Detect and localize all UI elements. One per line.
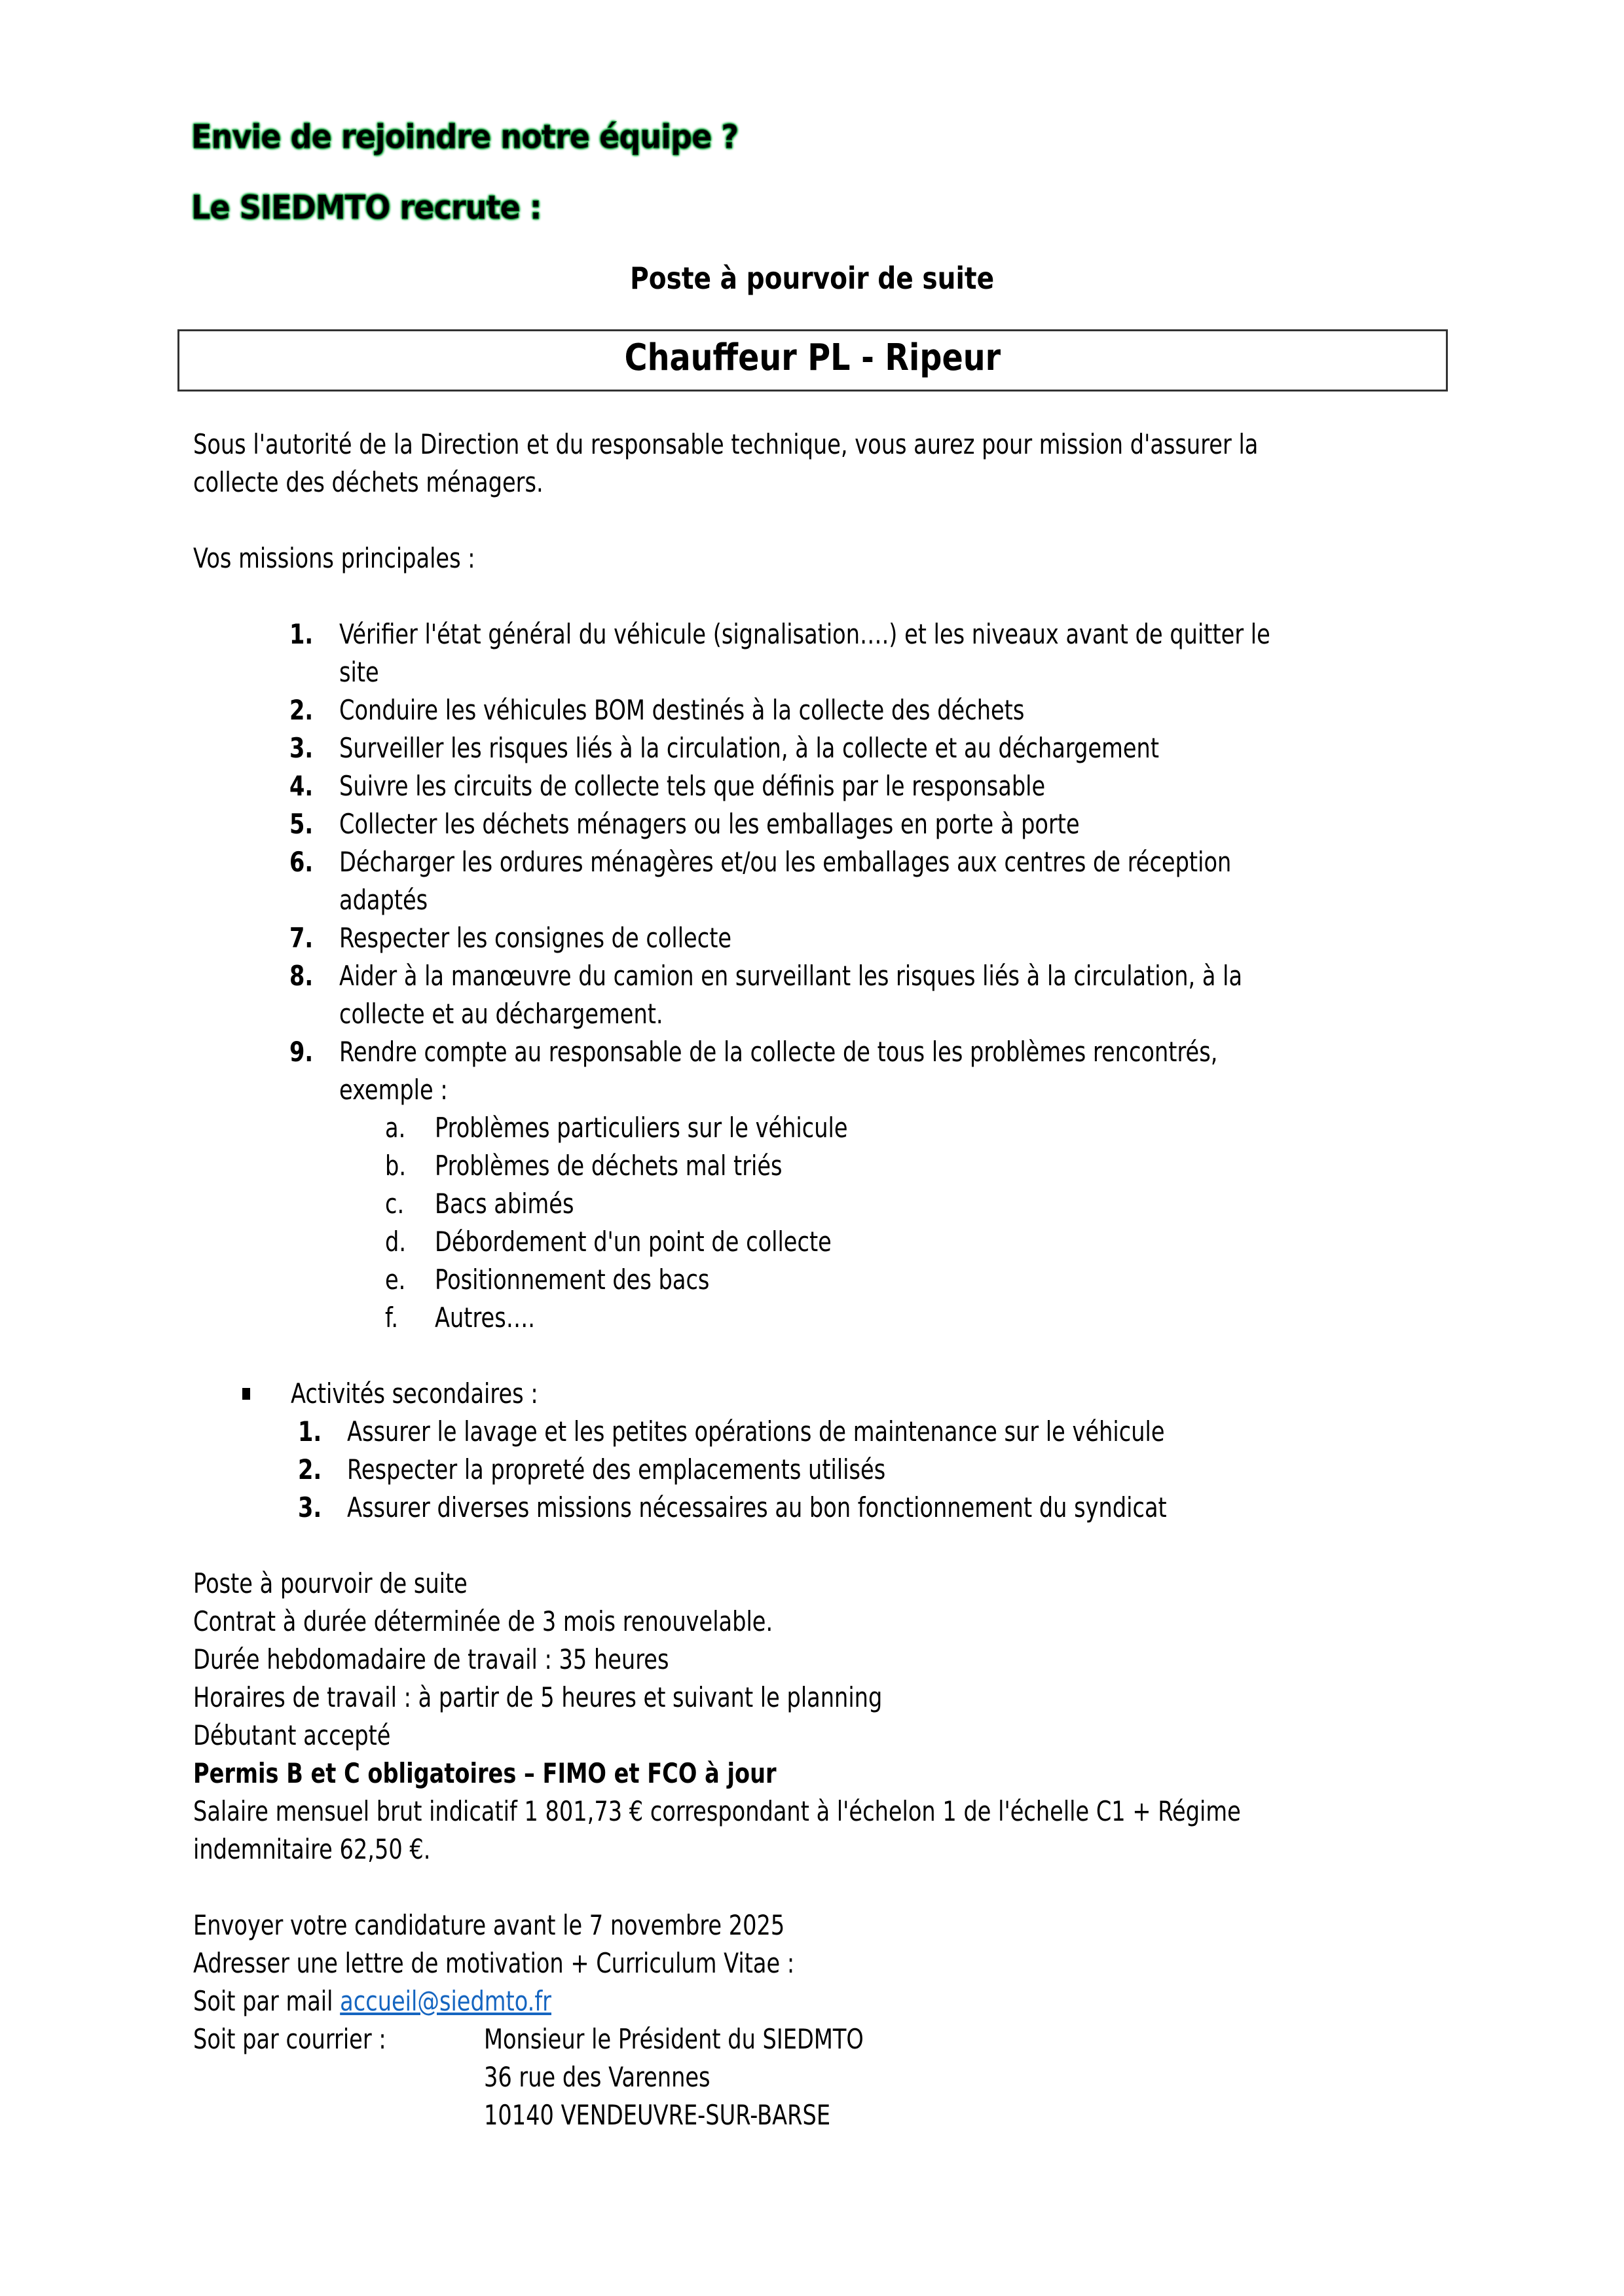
example-letter: e. bbox=[385, 1264, 406, 1296]
subtitle: Poste à pourvoir de suite bbox=[629, 261, 995, 296]
job-title: Chauffeur PL - Ripeur bbox=[624, 337, 1001, 379]
mission-number: 6. bbox=[289, 846, 314, 878]
mission-number: 9. bbox=[289, 1036, 314, 1068]
mission-text: Surveiller les risques liés à la circulation, à la collecte et au déchargement bbox=[339, 732, 1159, 764]
mission-text: Collecter les déchets ménagers ou les emballages en porte à porte bbox=[339, 808, 1080, 840]
mission-text: Décharger les ordures ménagères et/ou les emballages aux centres de réception bbox=[339, 846, 1232, 878]
mail-line bbox=[193, 1982, 551, 2020]
intro-line-2: collecte des déchets ménagers. bbox=[193, 466, 544, 498]
mission-text: Suivre les circuits de collecte tels que définis par le responsable bbox=[339, 770, 1046, 802]
mission-number: 7. bbox=[289, 922, 314, 954]
job-title-wrap bbox=[179, 337, 1446, 379]
condition-start: Poste à pourvoir de suite bbox=[193, 1567, 468, 1599]
example-letter: b. bbox=[385, 1150, 407, 1182]
condition-license: Permis B et C obligatoires – FIMO et FCO à jour bbox=[193, 1757, 777, 1789]
secondary-text: Assurer diverses missions nécessaires au bon fonctionnement du syndicat bbox=[347, 1491, 1167, 1523]
condition-contract: Contrat à durée déterminée de 3 mois renouvelable. bbox=[193, 1605, 773, 1637]
example-text: Positionnement des bacs bbox=[435, 1264, 710, 1296]
mission-number: 5. bbox=[289, 808, 314, 840]
secondary-number: 3. bbox=[298, 1491, 322, 1523]
header-line-2: Le SIEDMTO recrute : bbox=[191, 189, 542, 227]
secondary-heading: Activités secondaires : bbox=[291, 1377, 538, 1410]
example-text: Problèmes particuliers sur le véhicule bbox=[435, 1112, 848, 1144]
secondary-text: Assurer le lavage et les petites opérations de maintenance sur le véhicule bbox=[347, 1415, 1165, 1448]
mission-text: collecte et au déchargement. bbox=[339, 998, 663, 1030]
mission-text: adaptés bbox=[339, 884, 428, 916]
secondary-number: 2. bbox=[298, 1453, 322, 1485]
mail-label: Soit par mail bbox=[193, 1985, 333, 2017]
mission-text: site bbox=[339, 656, 379, 688]
example-text: Bacs abimés bbox=[435, 1188, 574, 1220]
condition-hours: Durée hebdomadaire de travail : 35 heures bbox=[193, 1643, 669, 1675]
mission-text: Respecter les consignes de collecte bbox=[339, 922, 732, 954]
mission-text: exemple : bbox=[339, 1074, 448, 1106]
address-line-2: 36 rue des Varennes bbox=[484, 2061, 710, 2093]
square-bullet-icon bbox=[242, 1388, 250, 1400]
mission-text: Rendre compte au responsable de la collecte de tous les problèmes rencontrés, bbox=[339, 1036, 1218, 1068]
example-letter: a. bbox=[385, 1112, 406, 1144]
mission-number: 3. bbox=[289, 732, 314, 764]
address-line-1: Monsieur le Président du SIEDMTO bbox=[484, 2023, 864, 2055]
condition-salary: Salaire mensuel brut indicatif 1 801,73 € correspondant à l'échelon 1 de l'échelle C1 + Régime bbox=[193, 1795, 1241, 1827]
example-letter: c. bbox=[385, 1188, 405, 1220]
email-link[interactable]: accueil@siedmto.fr bbox=[340, 1985, 551, 2017]
secondary-number: 1. bbox=[298, 1415, 322, 1448]
mission-number: 4. bbox=[289, 770, 314, 802]
example-text: Problèmes de déchets mal triés bbox=[435, 1150, 783, 1182]
mission-text: Aider à la manœuvre du camion en surveillant les risques liés à la circulation, à la bbox=[339, 960, 1243, 992]
mission-number: 1. bbox=[289, 618, 314, 650]
mission-text: Vérifier l'état général du véhicule (signalisation….) et les niveaux avant de quitter le bbox=[339, 618, 1270, 650]
mission-number: 2. bbox=[289, 694, 314, 726]
example-letter: d. bbox=[385, 1226, 407, 1258]
header-line-1: Envie de rejoindre notre équipe ? bbox=[191, 118, 739, 156]
intro-line-1: Sous l'autorité de la Direction et du responsable technique, vous aurez pour mission d'assurer la bbox=[193, 428, 1259, 460]
post-label: Soit par courrier : bbox=[193, 2023, 386, 2055]
condition-schedule: Horaires de travail : à partir de 5 heures et suivant le planning bbox=[193, 1681, 883, 1713]
condition-salary-cont: indemnitaire 62,50 €. bbox=[193, 1833, 431, 1865]
application-documents: Adresser une lettre de motivation + Curriculum Vitae : bbox=[193, 1947, 795, 1979]
example-letter: f. bbox=[385, 1302, 399, 1334]
job-title-box bbox=[177, 329, 1448, 392]
missions-heading: Vos missions principales : bbox=[193, 542, 475, 574]
example-text: Autres…. bbox=[435, 1302, 535, 1334]
mission-text: Conduire les véhicules BOM destinés à la collecte des déchets bbox=[339, 694, 1025, 726]
example-text: Débordement d'un point de collecte bbox=[435, 1226, 832, 1258]
mission-number: 8. bbox=[289, 960, 314, 992]
subtitle-wrap bbox=[0, 261, 1624, 296]
secondary-text: Respecter la propreté des emplacements utilisés bbox=[347, 1453, 886, 1485]
condition-beginner: Débutant accepté bbox=[193, 1719, 391, 1751]
application-deadline: Envoyer votre candidature avant le 7 novembre 2025 bbox=[193, 1909, 785, 1941]
address-line-3: 10140 VENDEUVRE-SUR-BARSE bbox=[484, 2099, 831, 2131]
